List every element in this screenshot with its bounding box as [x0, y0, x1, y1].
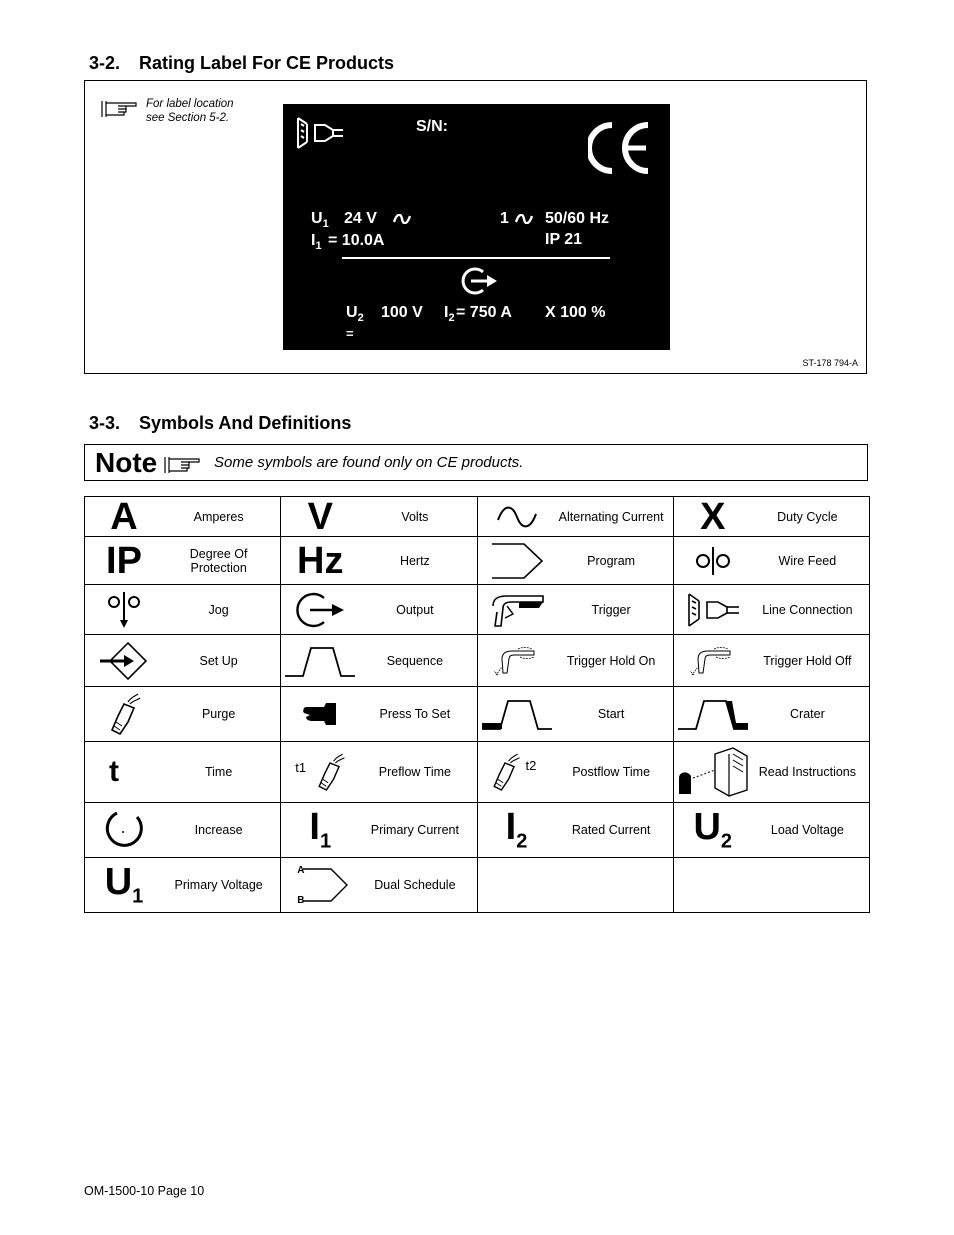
amperes-label: Amperes [193, 509, 244, 524]
line-connection-icon [685, 592, 741, 628]
preflow-torch-icon [312, 750, 348, 794]
read-instructions-label: Read Instructions [758, 765, 857, 779]
increase-label: Increase [194, 823, 243, 837]
label-dc-mark: = [346, 326, 354, 341]
purge-label: Purge [201, 707, 236, 721]
rating-label-panel [84, 80, 867, 374]
pointing-hand-icon [100, 97, 140, 119]
label-i1: $I_1$ [311, 232, 322, 253]
label-phase: 1 [500, 210, 509, 227]
table-row [85, 635, 870, 687]
program-label: Program [587, 553, 636, 568]
label-u2-value: 100 V [381, 304, 423, 321]
page-footer: OM-1500-10 Page 10 [84, 1184, 205, 1198]
label-u1-value: 24 V [344, 210, 377, 227]
postflow-torch-icon [487, 750, 523, 794]
rated-current-glyph: $I_2$ [505, 806, 528, 853]
table-row [85, 497, 870, 537]
note-box [84, 444, 868, 481]
volts-label: Volts [401, 509, 429, 524]
table-row [85, 537, 870, 585]
preflow-label: Preflow Time [378, 765, 451, 779]
primary-voltage-glyph: $U_1$ [104, 861, 144, 908]
time-label: Time [204, 765, 233, 779]
primary-current-glyph: $I_1$ [309, 806, 332, 853]
alternating-current-label: Alternating Current [558, 509, 664, 524]
output-icon [457, 266, 503, 296]
hertz-glyph: Hz [297, 539, 344, 582]
empty-cell [477, 858, 673, 913]
press-to-set-label: Press To Set [379, 707, 451, 721]
primary-voltage-label: Primary Voltage [174, 878, 263, 892]
preflow-glyph: t1 [295, 760, 307, 775]
wire-feed-label: Wire Feed [778, 553, 837, 568]
pointing-hand-icon [163, 453, 203, 475]
postflow-glyph: t2 [525, 758, 537, 773]
increase-icon [103, 809, 145, 851]
label-divider [342, 257, 610, 259]
trigger-hold-off-icon [688, 645, 738, 677]
hertz-label: Hertz [399, 553, 430, 568]
crater-icon [676, 697, 750, 731]
sequence-label: Sequence [386, 653, 444, 668]
protection-glyph: IP [106, 539, 142, 582]
label-location-note [146, 97, 234, 125]
line-connection-icon [295, 116, 345, 150]
table-row [85, 585, 870, 635]
load-voltage-label: Load Voltage [770, 823, 844, 837]
label-i1-value: = 10.0A [328, 232, 385, 249]
section-title: Rating Label For CE Products [139, 53, 395, 73]
ac-wave-icon [514, 214, 534, 224]
table-row [85, 742, 870, 803]
table-row [85, 858, 870, 913]
section-title: Symbols And Definitions [139, 413, 352, 433]
sequence-icon [283, 644, 357, 678]
postflow-label: Postflow Time [572, 765, 651, 779]
empty-cell [673, 858, 869, 913]
rating-plate [283, 104, 670, 350]
duty-cycle-glyph: X [700, 495, 726, 538]
trigger-hold-on-label: Trigger Hold On [566, 653, 656, 668]
label-i2-value: = 750 A [456, 304, 512, 321]
purge-icon [104, 692, 144, 736]
serial-number-label: S/N: [416, 118, 448, 135]
crater-label: Crater [790, 707, 825, 721]
time-glyph: t [109, 755, 119, 788]
wire-feed-icon [693, 545, 733, 577]
trigger-hold-on-icon [492, 645, 542, 677]
set-up-label: Set Up [199, 653, 238, 668]
table-row [85, 803, 870, 858]
ac-wave-icon [393, 214, 411, 224]
note-text: Some symbols are found only on CE products. [214, 454, 524, 471]
trigger-label: Trigger [591, 602, 631, 617]
section-number: 3-2. [89, 53, 121, 73]
ce-mark-icon [588, 122, 656, 174]
protection-label: Degree Of Protection [189, 546, 248, 575]
label-u1: $U_1$ [311, 210, 329, 231]
note-word: Note [95, 447, 158, 478]
label-duty-cycle: X 100 % [545, 304, 606, 321]
amperes-glyph: A [110, 495, 138, 538]
label-note-line1: For label location [146, 98, 234, 110]
label-frequency: 50/60 Hz [545, 210, 610, 227]
rated-current-label: Rated Current [571, 823, 651, 837]
start-label: Start [597, 707, 625, 721]
read-instructions-icon [677, 746, 749, 798]
label-ip-rating: IP 21 [545, 231, 583, 248]
dual-schedule-a: A [297, 865, 305, 876]
jog-label: Jog [208, 602, 229, 617]
duty-cycle-label: Duty Cycle [777, 509, 838, 524]
label-note-line2: see Section 5-2. [146, 112, 230, 124]
dual-schedule-label: Dual Schedule [374, 878, 456, 892]
output-icon [292, 591, 348, 629]
alternating-current-icon [494, 504, 540, 530]
start-icon [480, 697, 554, 731]
symbols-table [84, 496, 870, 913]
jog-icon [104, 590, 144, 630]
program-icon [490, 542, 544, 580]
volts-glyph: V [307, 495, 333, 538]
section-heading-symbols [89, 413, 351, 434]
table-row [85, 687, 870, 742]
label-i2: $I_2$ [444, 304, 455, 325]
trigger-icon [489, 592, 545, 628]
dual-schedule-b: B [297, 895, 305, 906]
load-voltage-glyph: $U_2$ [693, 806, 733, 853]
output-label: Output [396, 602, 434, 617]
section-number: 3-3. [89, 413, 121, 433]
label-reference: ST-178 794-A [802, 358, 858, 368]
label-u2: $U_2$ [346, 304, 364, 325]
primary-current-label: Primary Current [370, 823, 459, 837]
section-heading-rating [89, 53, 394, 74]
press-to-set-icon [300, 701, 340, 727]
set-up-icon [98, 641, 150, 681]
line-connection-label: Line Connection [762, 602, 853, 617]
trigger-hold-off-label: Trigger Hold Off [763, 653, 852, 668]
